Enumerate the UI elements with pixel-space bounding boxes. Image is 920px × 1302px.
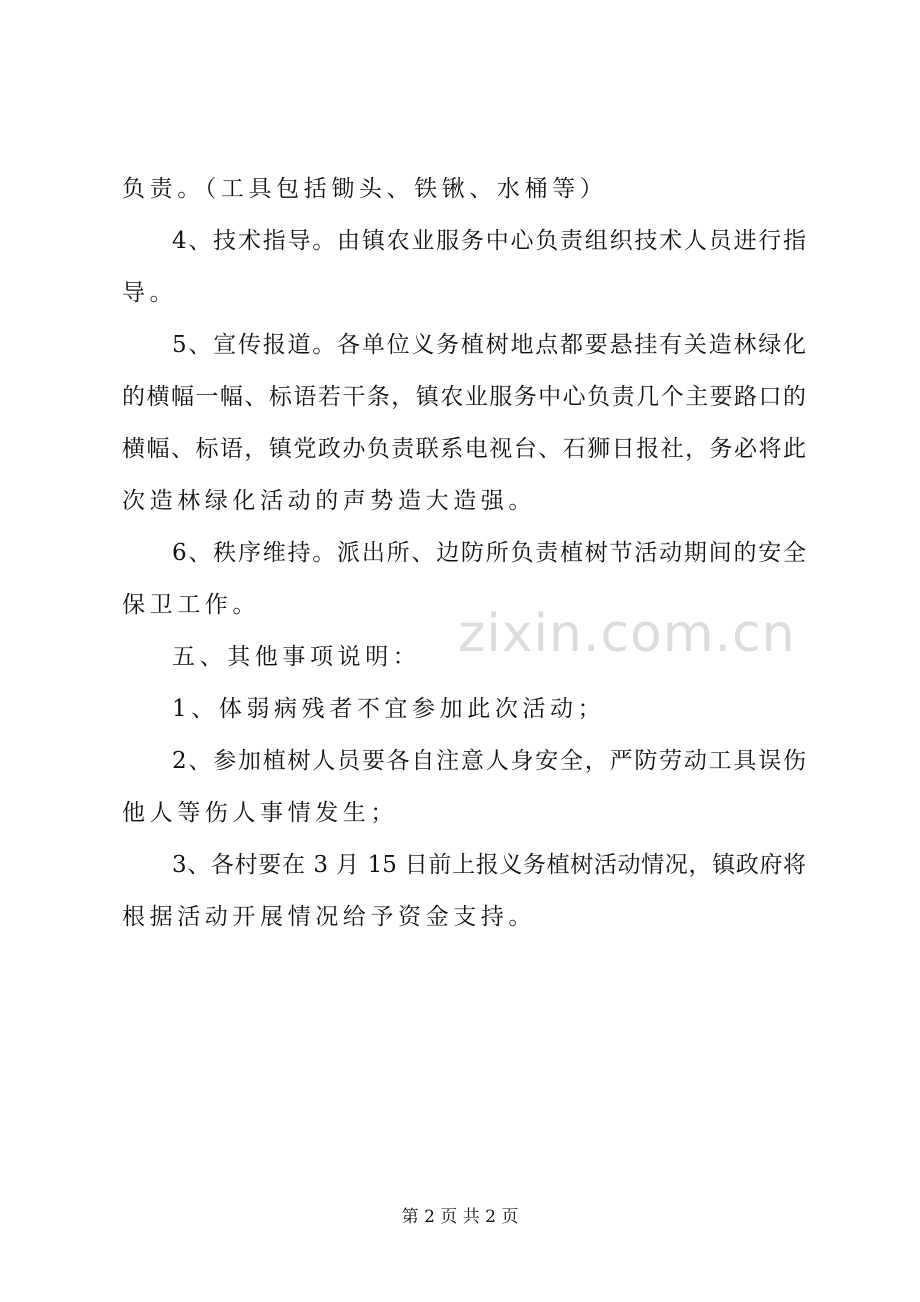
text-line: 3、各村要在 3 月 15 日前上报义务植树活动情况，镇政府将	[172, 852, 806, 878]
section-heading: 五、其他事项说明：	[172, 644, 421, 670]
text-line: 根据活动开展情况给予资金支持。	[122, 904, 536, 930]
text-line: 4、技术指导。由镇农业服务中心负责组织技术人员进行指	[172, 228, 806, 254]
text-line: 6、秩序维持。派出所、边防所负责植树节活动期间的安全	[172, 540, 806, 566]
text-line: 他人等伤人事情发生；	[122, 800, 398, 826]
text-line: 的横幅一幅、标语若干条，镇农业服务中心负责几个主要路口的	[122, 384, 806, 410]
text-line: 横幅、标语，镇党政办负责联系电视台、石狮日报社，务必将此	[122, 436, 806, 462]
watermark: zixin.com.cn	[458, 604, 796, 664]
text-line: 次造林绿化活动的声势造大造强。	[122, 488, 536, 514]
page-footer: 第 2 页 共 2 页	[401, 1207, 519, 1227]
text-line: 负责。（工具包括锄头、铁锹、水桶等）	[122, 176, 608, 202]
text-line: 5、宣传报道。各单位义务植树地点都要悬挂有关造林绿化	[172, 332, 806, 358]
text-line: 1、体弱病残者不宜参加此次活动；	[172, 696, 606, 722]
text-line: 2、参加植树人员要各自注意人身安全，严防劳动工具误伤	[172, 748, 806, 774]
text-line: 导。	[122, 280, 178, 306]
text-line: 保卫工作。	[122, 592, 260, 618]
